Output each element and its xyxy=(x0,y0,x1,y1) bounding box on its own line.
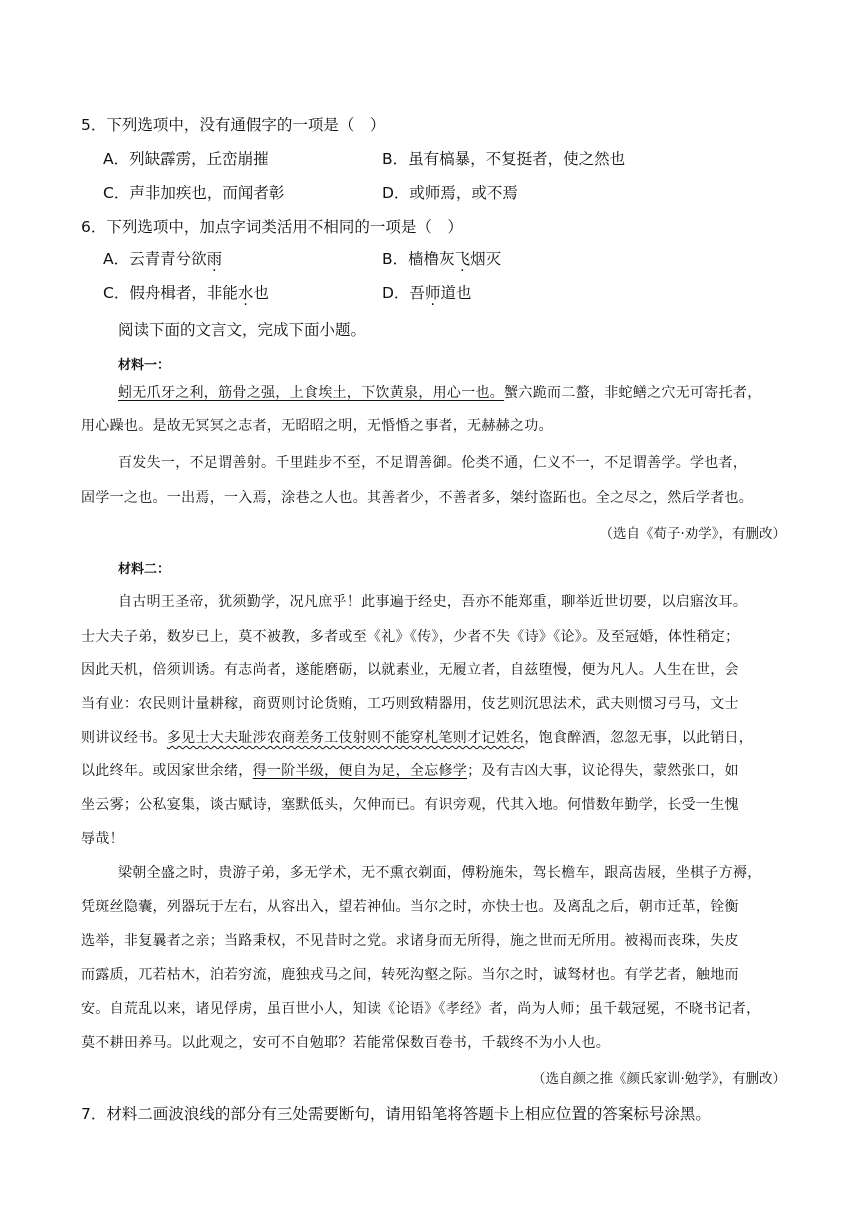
material-2-line-6 xyxy=(81,760,739,780)
material-2-line-4: 当有业：农民则计量耕稼，商贾则讨论货贿，工巧则致精器用，伎艺则沉思法术，武夫则惯习弓马，文士 xyxy=(81,696,739,712)
material-1-label: 材料一： xyxy=(118,358,171,373)
material-1-line-2: 用心躁也。是故无冥冥之志者，无昭昭之明，无惛惛之事者，无赫赫之功。 xyxy=(81,418,553,434)
option-text: 灭 xyxy=(485,250,502,268)
question-6-option-a xyxy=(103,247,222,269)
dotted-character: 雨 xyxy=(206,250,223,268)
material-1-line-1 xyxy=(118,382,762,402)
option-text: D．吾 xyxy=(382,284,425,302)
paragraph-text: 以此终年。或因家世余绪， xyxy=(81,763,253,779)
material-1-line-4: 固学一之也。一出焉，一入焉，涂巷之人也。其善者少，不善者多，桀纣盗跖也。全之尽之，然后学者也。 xyxy=(81,490,754,506)
question-6-stem: 6．下列选项中，加点字词类活用不相同的一项是（ ） xyxy=(81,218,463,236)
paragraph-text: ；及有吉凶大事，议论得失，蒙然张口，如 xyxy=(467,763,739,779)
question-5-option-b: B．虽有槁暴，不复挺者，使之然也 xyxy=(382,150,626,168)
material-2-line-10: 凭斑丝隐囊，列器玩于左右，从容出入，望若神仙。当尔之时，亦快士也。及离乱之后，朝市迁革，铨衡 xyxy=(81,899,739,915)
option-text: 道也 xyxy=(440,284,472,302)
paragraph-text: ，饱食醉酒，忽忽无事，以此销日， xyxy=(524,730,754,746)
question-5-stem: 5．下列选项中，没有通假字的一项是（ ） xyxy=(81,116,386,134)
material-2-line-8: 辱哉！ xyxy=(81,831,124,847)
dotted-character: 师 xyxy=(424,284,441,302)
question-7-stem: 7．材料二画波浪线的部分有三处需要断句，请用铅笔将答题卡上相应位置的答案标号涂黑。 xyxy=(81,1105,711,1123)
dotted-character: 飞 xyxy=(454,250,471,268)
question-6-option-d xyxy=(382,281,471,303)
option-text: A．云青青兮欲 xyxy=(103,250,207,268)
material-2-line-14: 莫不耕田养马。以此观之，安可不自勉耶？若能常保数百卷书，千载终不为小人也。 xyxy=(81,1035,611,1051)
wavy-underlined-text: 多见士大夫耻涉农商差务工伎射则不能穿札笔则才记姓名 xyxy=(166,730,525,746)
question-5-option-a: A．列缺霹雳，丘峦崩摧 xyxy=(103,150,269,168)
question-6-option-c xyxy=(103,281,269,303)
underlined-text: 得一阶半级，便自为足，全忘修学 xyxy=(252,763,468,779)
question-6-option-b xyxy=(382,247,501,269)
material-2-line-11: 选举，非复曩者之亲；当路秉权，不见昔时之党。求诸身而无所得，施之世而无所用。被褐而丧珠，失皮 xyxy=(81,933,739,949)
paragraph-text: 蟹六跪而二螯，非蛇鳝之穴无可寄托者， xyxy=(504,385,762,401)
option-text: 也 xyxy=(253,284,269,302)
question-5-option-c: C．声非加疾也，而闻者彰 xyxy=(103,184,285,202)
option-text: 烟 xyxy=(470,250,486,268)
material-2-line-12: 而露质，兀若枯木，泊若穷流，鹿独戎马之间，转死沟壑之际。当尔之时，诚驽材也。有学艺者，触地而 xyxy=(81,967,739,983)
question-5-option-d: D．或师焉，或不焉 xyxy=(382,184,518,202)
material-2-line-2: 士大夫子弟，数岁已上，莫不被教，多者或至《礼》《传》，少者不失《诗》《论》。及至冠婚，体性稍定； xyxy=(81,629,740,645)
material-1-source: （选自《荀子·劝学》，有删改） xyxy=(599,526,786,542)
reading-intro: 阅读下面的文言文，完成下面小题。 xyxy=(118,321,367,339)
material-2-source: （选自颜之推《颜氏家训·勉学》，有删改） xyxy=(531,1071,786,1087)
underlined-text: 蚓无爪牙之利，筋骨之强，上食埃土，下饮黄泉，用心一也。 xyxy=(118,385,505,401)
paragraph-text: 则讲议经书。 xyxy=(81,730,167,746)
material-2-line-9: 梁朝全盛之时，贵游子弟，多无学术，无不熏衣剃面，傅粉施朱，驾长檐车，跟高齿屐，坐棋子方褥， xyxy=(118,865,762,881)
material-2-line-1: 自古明王圣帝，犹须勤学，况凡庶乎！此事遍于经史，吾亦不能郑重，聊举近世切要，以启寤汝耳。 xyxy=(118,594,748,610)
option-text: C．假舟楫者，非能 xyxy=(103,284,238,302)
material-2-label: 材料二： xyxy=(118,562,171,577)
material-2-line-5 xyxy=(81,727,753,747)
material-1-line-3: 百发失一，不足谓善射。千里跬步不至，不足谓善御。伦类不通，仁义不一，不足谓善学。学也者， xyxy=(118,455,748,471)
material-2-line-7: 坐云雾；公私宴集，谈古赋诗，塞默低头，欠伸而已。有识旁观，代其入地。何惜数年勤学，长受一生愧 xyxy=(81,797,739,813)
option-text: B．樯橹灰 xyxy=(382,250,455,268)
material-2-line-13: 安。自荒乱以来，诸见俘虏，虽百世小人，知读《论语》《孝经》者，尚为人师；虽千载冠冕，不晓书记者， xyxy=(81,1001,761,1017)
dotted-character: 水 xyxy=(237,284,254,302)
material-2-line-3: 因此天机，倍须训诱。有志尚者，遂能磨砺，以就素业，无履立者，自兹堕慢，便为凡人。人生在世，会 xyxy=(81,662,739,678)
